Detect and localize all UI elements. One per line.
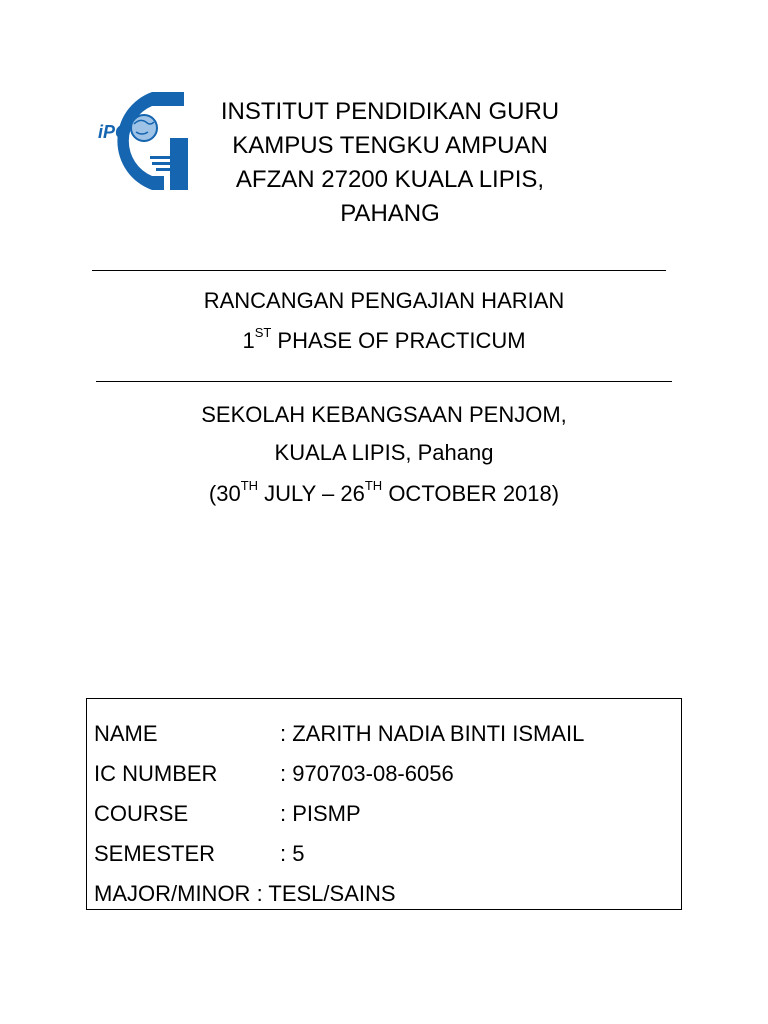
date-ordinal: TH xyxy=(240,477,259,493)
info-label: NAME xyxy=(94,721,158,746)
info-value: : 970703-08-6056 xyxy=(280,761,454,786)
info-value: : 5 xyxy=(280,841,305,866)
info-label: SEMESTER xyxy=(94,841,216,866)
institution-line: PAHANG xyxy=(340,200,440,227)
info-row-name xyxy=(94,721,584,747)
info-label: COURSE xyxy=(94,801,189,826)
school-location: KUALA LIPIS, Pahang xyxy=(274,440,494,465)
practicum-dates xyxy=(0,477,768,507)
phase-number: 1 xyxy=(242,328,255,353)
phase-ordinal: ST xyxy=(254,324,272,340)
date-close: OCTOBER 2018) xyxy=(382,481,560,506)
info-value: : TESL/SAINS xyxy=(250,881,396,906)
info-label: MAJOR/MINOR xyxy=(94,881,251,906)
info-row-ic-number xyxy=(94,761,454,787)
info-row-major-minor xyxy=(94,881,396,907)
ipg-logo-icon xyxy=(92,86,192,194)
divider-rule xyxy=(96,381,672,382)
school-name: SEKOLAH KEBANGSAAN PENJOM, xyxy=(201,402,567,427)
info-label: IC NUMBER xyxy=(94,761,218,786)
document-title: RANCANGAN PENGAJIAN HARIAN xyxy=(203,288,565,313)
institution-line: AFZAN 27200 KUALA LIPIS, xyxy=(235,166,545,193)
phase-text: PHASE OF PRACTICUM xyxy=(271,328,526,353)
logo-text: iPG xyxy=(98,122,130,142)
date-open: (30 xyxy=(208,481,241,506)
practicum-phase xyxy=(0,324,768,354)
institution-line: INSTITUT PENDIDIKAN GURU xyxy=(220,98,560,125)
info-row-semester xyxy=(94,841,304,867)
date-ordinal: TH xyxy=(364,477,383,493)
institution-title xyxy=(205,95,575,231)
info-value: : ZARITH NADIA BINTI ISMAIL xyxy=(280,721,585,746)
institution-line: KAMPUS TENGKU AMPUAN xyxy=(232,132,548,159)
student-info-box xyxy=(86,698,682,910)
divider-rule xyxy=(92,270,666,271)
info-row-course xyxy=(94,801,361,827)
date-mid: JULY – 26 xyxy=(258,481,365,506)
info-value: : PISMP xyxy=(280,801,361,826)
